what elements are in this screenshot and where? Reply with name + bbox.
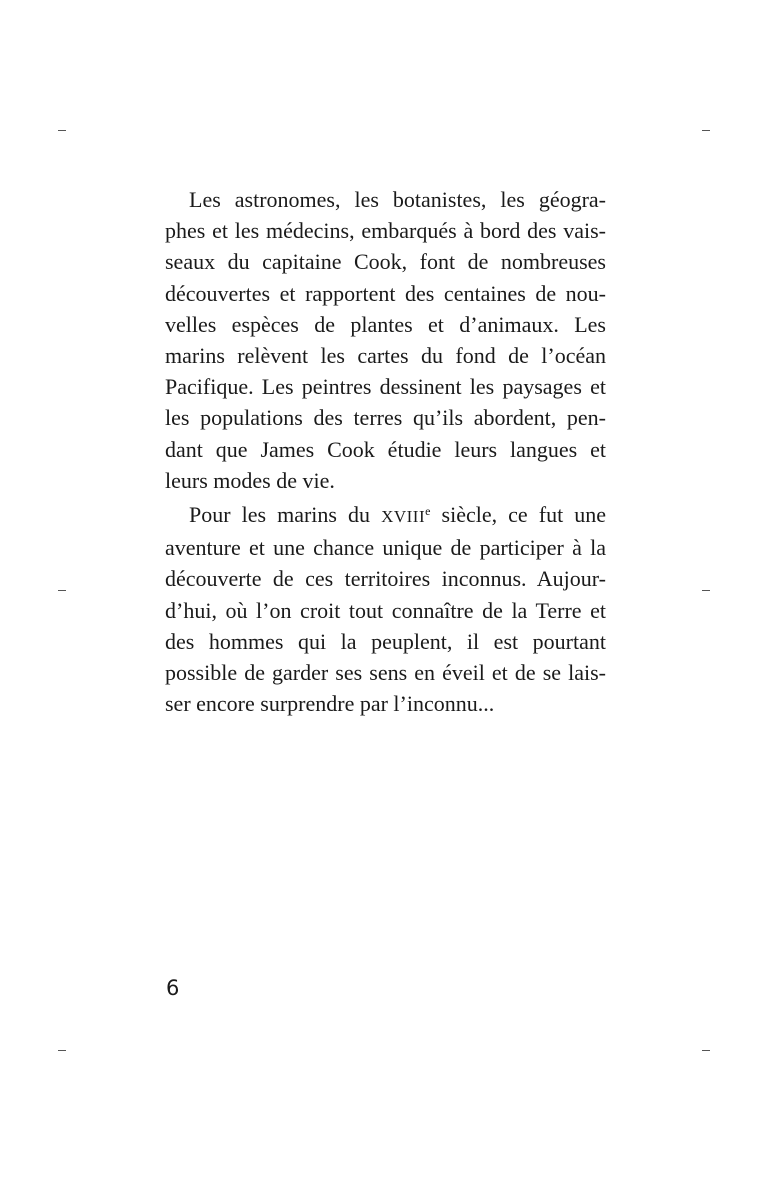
text-line: leurs modes de vie. [165, 467, 335, 493]
paragraph-1 [165, 184, 606, 496]
text-line: phes et les médecins, embarqués à bord des vais- [165, 218, 606, 244]
crop-mark-middle-left [58, 590, 66, 591]
crop-mark-bottom-left [58, 1050, 66, 1051]
century-numeral: XVIII [381, 507, 426, 527]
text-line: découvertes et rapportent des centaines de nou- [165, 280, 606, 306]
body-text [165, 184, 606, 719]
text-line: Pacifique. Les peintres dessinent les paysages et [165, 374, 606, 400]
paragraph-2 [165, 496, 606, 719]
text-line: les populations des terres qu’ils abordent, pen- [165, 405, 606, 431]
text-line: dant que James Cook étudie leurs langues et [165, 436, 606, 462]
page-number: 6 [166, 976, 180, 1000]
crop-mark-bottom-right [702, 1050, 710, 1051]
text-line: marins relèvent les cartes du fond de l’océan [165, 343, 606, 369]
text-line: aventure et une chance unique de participer à la [165, 535, 606, 561]
text-line: des hommes qui la peuplent, il est pourtant [165, 628, 606, 654]
crop-mark-top-right [702, 130, 710, 131]
text-line: seaux du capitaine Cook, font de nombreuses [165, 249, 606, 275]
text-line: velles espèces de plantes et d’animaux. Les [165, 311, 606, 337]
text-line: Les astronomes, les botanistes, les géogra- [189, 187, 606, 212]
text-line: d’hui, où l’on croit tout connaître de la Terre et [165, 597, 606, 623]
text-line: découverte de ces territoires inconnus. Aujour- [165, 566, 606, 592]
text-fragment: Pour les marins du [189, 502, 382, 528]
crop-mark-top-left [58, 130, 66, 131]
text-fragment: siècle, ce fut une [430, 502, 606, 528]
crop-mark-middle-right [702, 590, 710, 591]
text-line: ser encore surprendre par l’inconnu... [165, 691, 495, 717]
century-suffix: e [425, 504, 431, 519]
text-line: possible de garder ses sens en éveil et de se lais- [165, 660, 606, 686]
text-line [165, 496, 606, 532]
